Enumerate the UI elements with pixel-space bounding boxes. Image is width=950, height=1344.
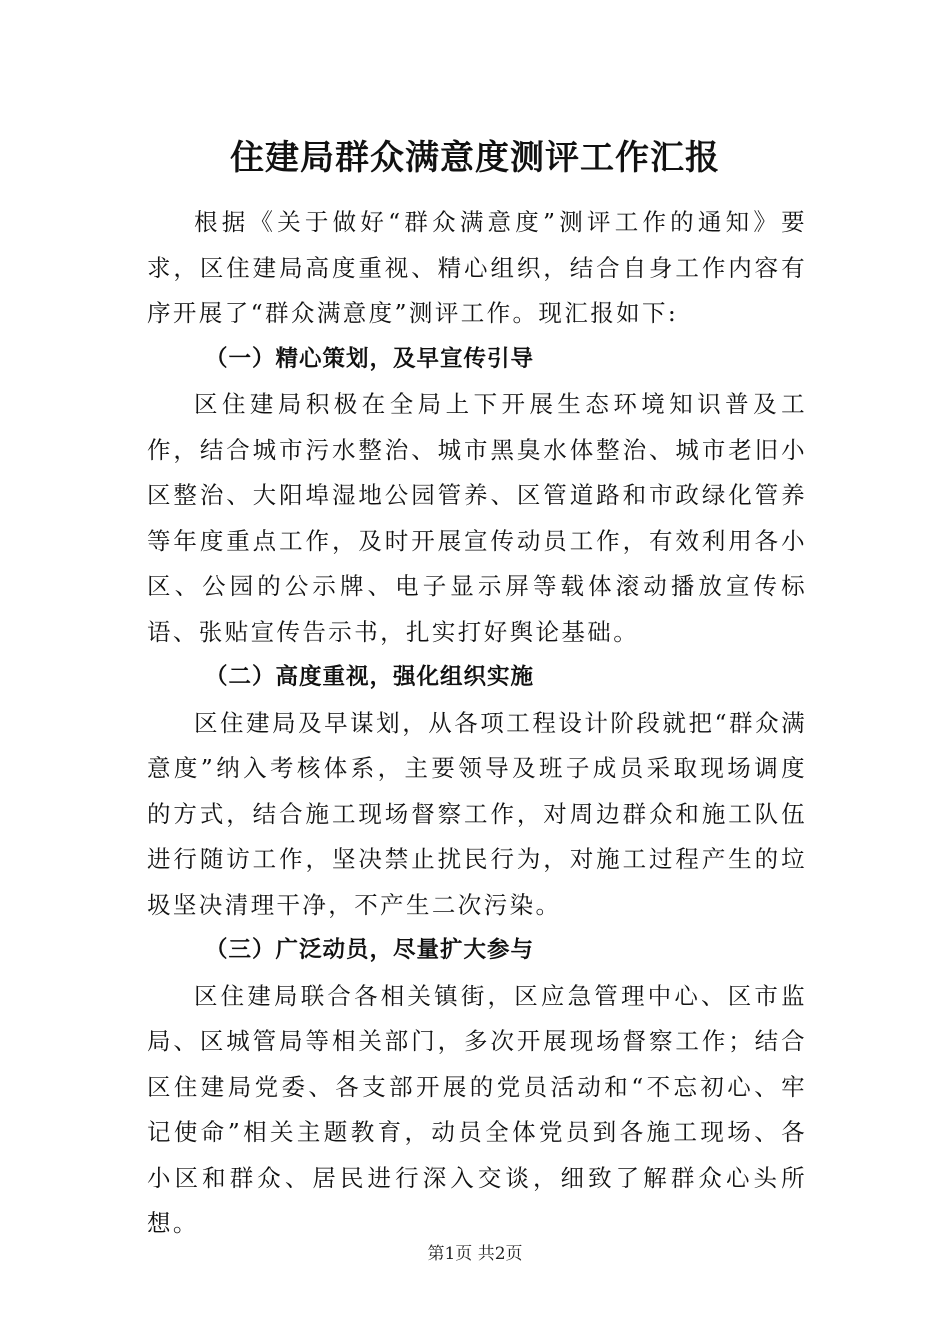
- section-2-heading: （二）高度重视，强化组织实施: [205, 664, 535, 690]
- section-3-heading: （三）广泛动员，尽量扩大参与: [205, 937, 535, 963]
- intro-paragraph: 根据《关于做好“群众满意度”测评工作的通知》要求，区住建局高度重视、精心组织，结合自身工作内容有序开展了“群众满意度”测评工作。现汇报如下:: [147, 208, 807, 327]
- page-number-footer: 第1页 共2页: [427, 1244, 523, 1264]
- document-body: [147, 200, 807, 1247]
- section-2-paragraph: 区住建局及早谋划，从各项工程设计阶段就把“群众满意度”纳入考核体系，主要领导及班子成员采取现场调度的方式，结合施工现场督察工作，对周边群众和施工队伍进行随访工作，坚决禁止扰民行为，对施工过程产生的垃圾坚决清理干净，不产生二次污染。: [147, 708, 807, 919]
- section-1-paragraph: 区住建局积极在全局上下开展生态环境知识普及工作，结合城市污水整治、城市黑臭水体整治、城市老旧小区整治、大阳埠湿地公园管养、区管道路和市政绿化管养等年度重点工作，及时开展宣传动员工作，有效利用各小区、公园的公示牌、电子显示屏等载体滚动播放宣传标语、张贴宣传告示书，扎实打好舆论基础。: [147, 390, 807, 646]
- section-1-heading: （一）精心策划，及早宣传引导: [205, 345, 535, 372]
- document-title: 住建局群众满意度测评工作汇报: [230, 138, 720, 178]
- section-3-paragraph: 区住建局联合各相关镇街，区应急管理中心、区市监局、区城管局等相关部门，多次开展现场督察工作；结合区住建局党委、各支部开展的党员活动和“不忘初心、牢记使命”相关主题教育，动员全体党员到各施工现场、各小区和群众、居民进行深入交谈，细致了解群众心头所想。: [147, 981, 807, 1237]
